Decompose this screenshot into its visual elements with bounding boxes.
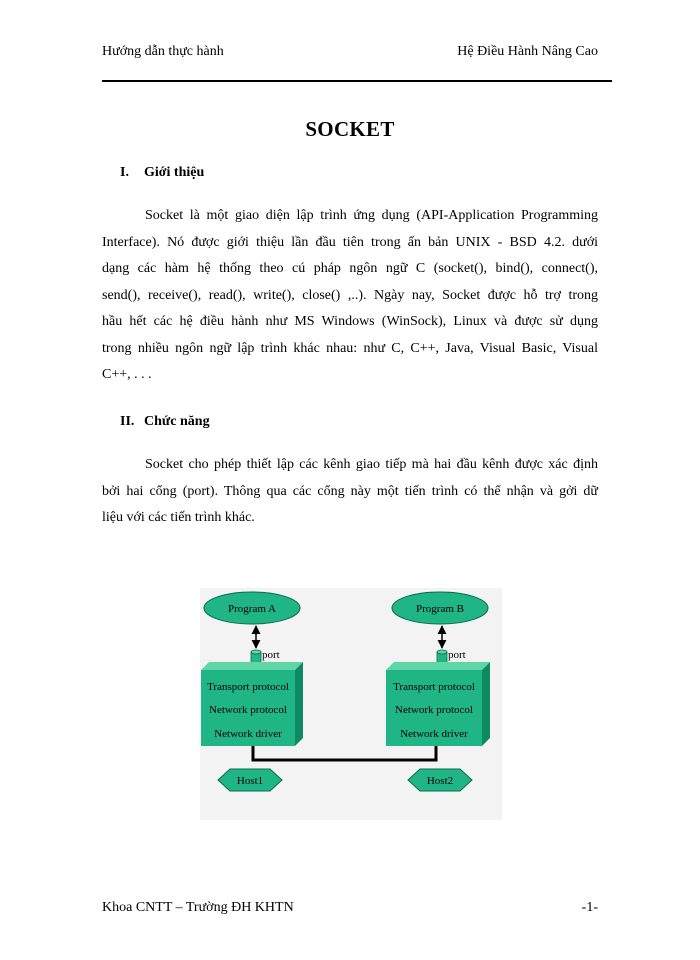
paragraph-line: bởi hai cổng (port). Thông qua các cổng này một tiến trình có thể nhận và gởi dữ <box>102 483 598 499</box>
section-title: Chức năng <box>144 414 210 429</box>
program-a-label: Program A <box>228 603 276 615</box>
socket-diagram <box>200 588 502 820</box>
host-a-network-label: Network protocol <box>209 704 287 716</box>
host2-label: Host2 <box>426 775 454 787</box>
paragraph-line: hầu hết các hệ điều hành như MS Windows (WinSock), Linux và được sử dụng <box>102 314 598 329</box>
header-right-text: Hệ Điều Hành Nâng Cao <box>457 44 598 59</box>
header-rule <box>102 80 612 82</box>
section-title: Giới thiệu <box>144 165 205 180</box>
program-b-label: Program B <box>416 603 464 615</box>
paragraph-line: Socket là một giao diện lập trình ứng dụng (API-Application Programming <box>145 208 598 223</box>
paragraph-line: dạng các hàm hệ thống theo cú pháp ngôn ngữ C (socket(), bind(), connect(), <box>102 261 598 276</box>
page-footer <box>102 900 598 916</box>
host1-label: Host1 <box>236 775 264 787</box>
page-title: SOCKET <box>305 117 395 141</box>
function-paragraph <box>102 452 598 532</box>
paragraph-line: liệu với các tiến trình khác. <box>102 510 255 525</box>
port-b-label: port <box>448 649 466 661</box>
intro-paragraph <box>102 203 598 389</box>
section-number: I. <box>120 165 129 180</box>
page-number: -1- <box>581 900 598 915</box>
paragraph-line: Interface). Nó được giới thiệu lần đầu tiên trong ấn bản UNIX - BSD 4.2. dưới <box>102 234 598 250</box>
footer-left-text: Khoa CNTT – Trường ĐH KHTN <box>102 900 294 915</box>
host-b-transport-label: Transport protocol <box>393 681 475 693</box>
paragraph-line: Socket cho phép thiết lập các kênh giao tiếp mà hai đầu kênh được xác định <box>145 457 598 472</box>
page-header <box>102 44 598 64</box>
section-heading-function <box>120 414 210 430</box>
host-a-transport-label: Transport protocol <box>207 681 289 693</box>
paragraph-line: trong nhiều ngôn ngữ lập trình khác nhau: như C, C++, Java, Visual Basic, Visual <box>102 340 598 356</box>
host-b-driver-label: Network driver <box>400 728 468 740</box>
header-left-text: Hướng dẫn thực hành <box>102 44 224 59</box>
section-heading-intro <box>120 165 204 181</box>
paragraph-line: send(), receive(), read(), write(), close() ,..). Ngày nay, Socket được hỗ trợ trong <box>102 287 598 303</box>
section-number: II. <box>120 414 135 429</box>
paragraph-line: C++, . . . <box>102 367 152 382</box>
port-a-label: port <box>262 649 280 661</box>
host-b-network-label: Network protocol <box>395 704 473 716</box>
host-a-driver-label: Network driver <box>214 728 282 740</box>
